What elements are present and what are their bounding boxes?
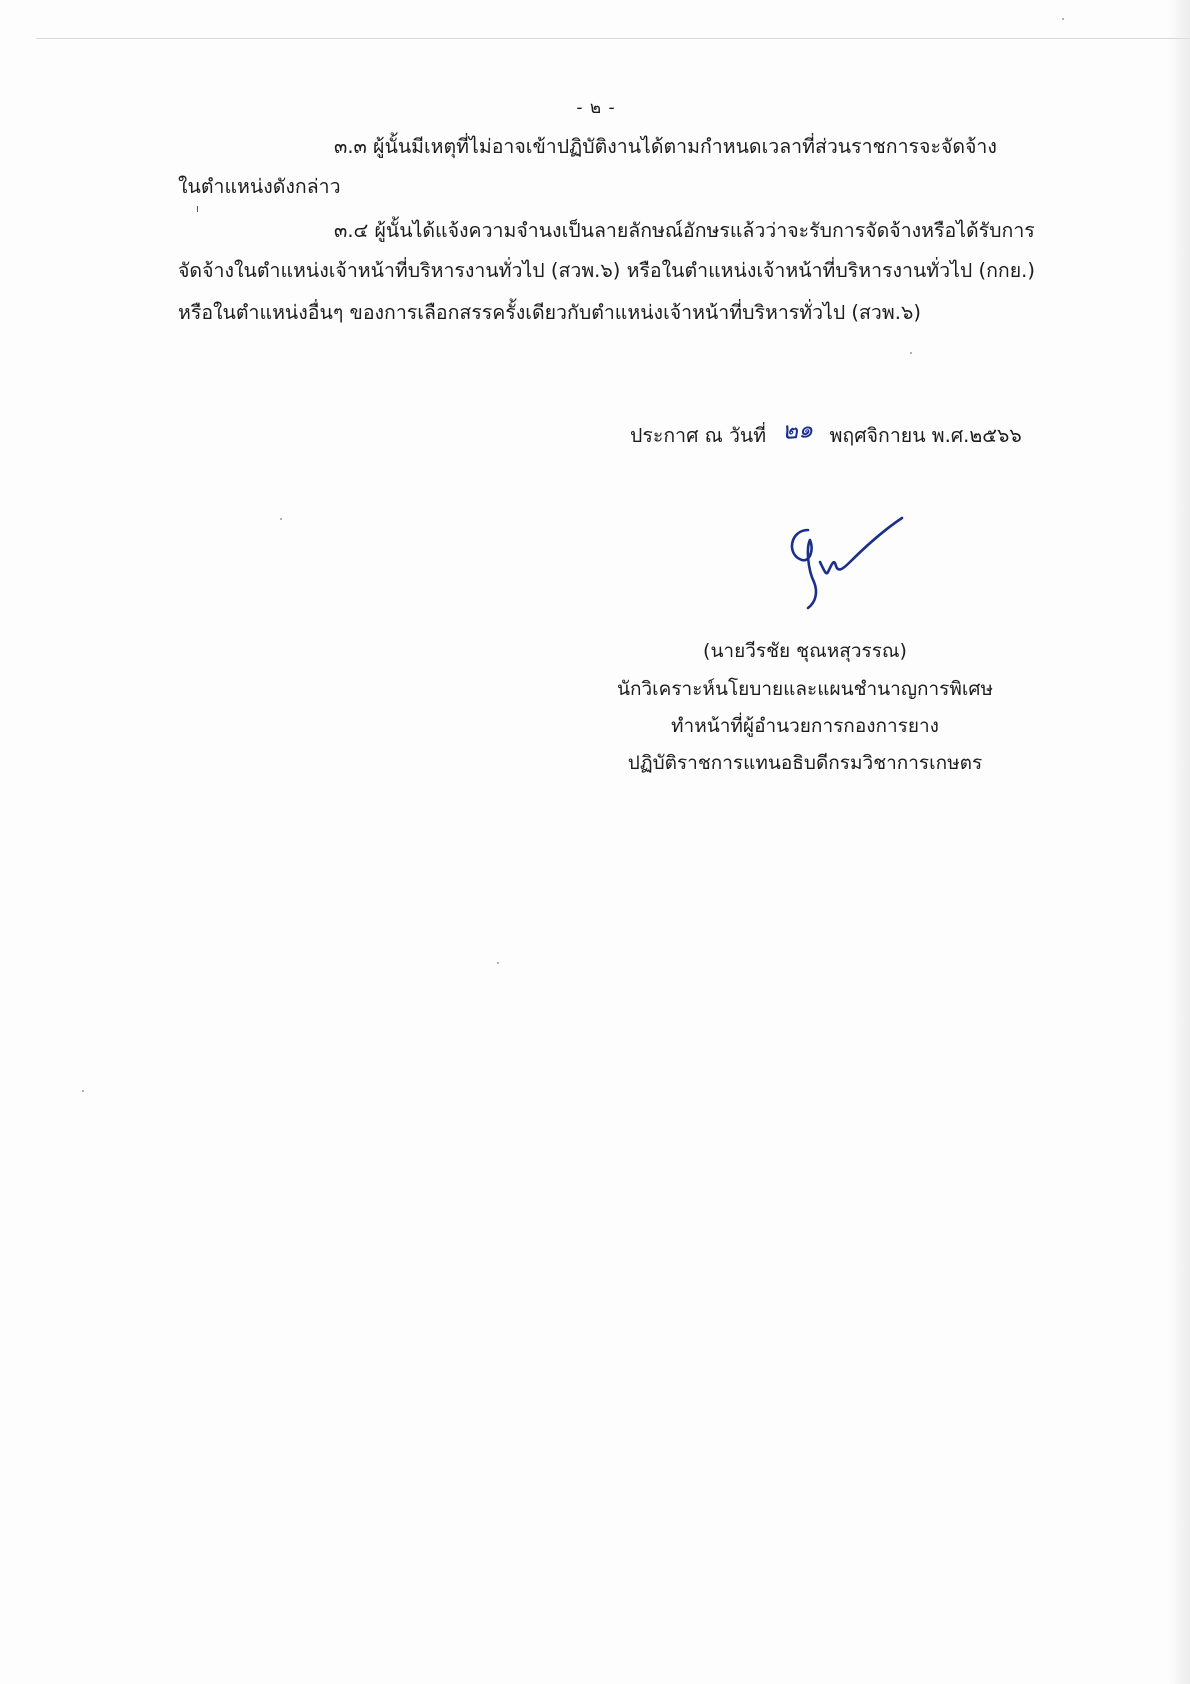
scan-right-shadow (1168, 0, 1190, 1684)
scan-speck (82, 1090, 84, 1092)
signer-on-behalf: ปฏิบัติราชการแทนอธิบดีกรมวิชาการเกษตร (627, 752, 983, 774)
clause-3-4-line-1: ๓.๔ ผู้นั้นได้แจ้งความจำนงเป็นลายลักษณ์อักษรแล้วว่าจะรับการจัดจ้างหรือได้รับการ (334, 219, 1035, 242)
clause-3-3-line-1: ๓.๓ ผู้นั้นมีเหตุที่ไม่อาจเข้าปฏิบัติงานได้ตามกำหนดเวลาที่ส่วนราชการจะจัดจ้าง (334, 135, 997, 158)
scan-mark (197, 206, 198, 212)
page-number: - ๒ - (576, 98, 616, 118)
announcement-day-handwritten: ๒๑ (781, 414, 815, 446)
scan-speck (497, 962, 499, 964)
scan-speck (280, 518, 282, 520)
scan-top-edge (36, 38, 1190, 39)
clause-3-4-line-2: จัดจ้างในตำแหน่งเจ้าหน้าที่บริหารงานทั่วไป (สวพ.๖) หรือในตำแหน่งเจ้าหน้าที่บริหารงานทั่วไป (กกย.) (178, 259, 1035, 282)
signer-acting-role: ทำหน้าที่ผู้อำนวยการกองการยาง (671, 715, 939, 737)
announcement-prefix: ประกาศ ณ วันที่ (630, 424, 767, 447)
signer-position: นักวิเคราะห์นโยบายและแผนชำนาญการพิเศษ (616, 678, 993, 700)
clause-3-4-line-3: หรือในตำแหน่งอื่นๆ ของการเลือกสรรครั้งเดียวกับตำแหน่งเจ้าหน้าที่บริหารทั่วไป (สวพ.๖) (178, 301, 921, 324)
scan-speck (1062, 18, 1064, 20)
clause-3-3-line-2: ในตำแหน่งดังกล่าว (178, 175, 341, 198)
handwritten-signature (780, 500, 930, 610)
scan-speck (910, 352, 912, 354)
announcement-month-year: พฤศจิกายน พ.ศ.๒๕๖๖ (829, 424, 1022, 447)
announcement-date (630, 414, 1022, 453)
signer-name: (นายวีรชัย ชุณหสุวรรณ) (703, 640, 907, 662)
